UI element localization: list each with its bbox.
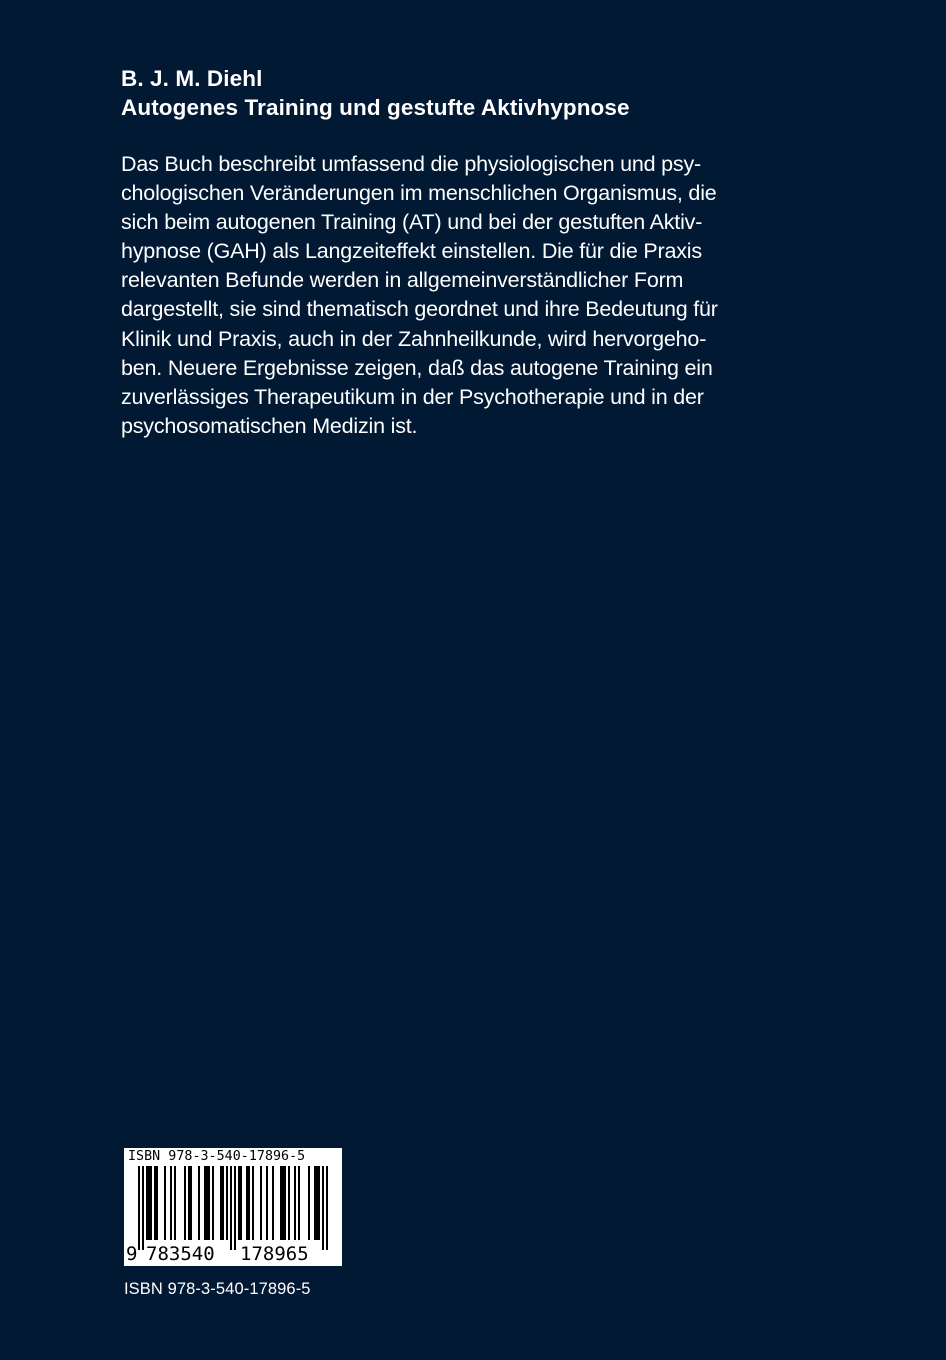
barcode-bar (142, 1166, 144, 1250)
blurb-line: dargestellt, sie sind thematisch geordnet und ihre Bedeutung für (121, 297, 718, 322)
barcode-isbn-label: ISBN 978-3-540-17896-5 (128, 1149, 306, 1164)
barcode-bar (190, 1166, 192, 1240)
barcode-bar (294, 1166, 296, 1240)
barcode-bar (322, 1166, 324, 1250)
barcode-bar (326, 1166, 328, 1250)
barcode-bar (208, 1166, 210, 1240)
barcode-bar (298, 1166, 300, 1240)
barcode-bar (252, 1166, 254, 1240)
blurb-line: zuverlässiges Therapeutikum in der Psychotherapie und in der (121, 384, 704, 409)
barcode-bar (204, 1166, 206, 1240)
barcode-bar (150, 1166, 152, 1240)
blurb-line: hypnose (GAH) als Langzeiteffekt einstellen. Die für die Praxis (121, 239, 702, 264)
barcode-bar (184, 1166, 186, 1240)
barcode-bar (282, 1166, 284, 1240)
barcode-bar (318, 1166, 320, 1240)
barcode-bars (124, 1166, 342, 1250)
barcode-bar (238, 1166, 240, 1240)
barcode (124, 1148, 342, 1266)
barcode-bar (284, 1166, 286, 1240)
barcode-first-digit: 9 (126, 1243, 138, 1265)
barcode-left-digits: 783540 (146, 1243, 215, 1265)
barcode-bar (308, 1166, 310, 1240)
barcode-bar (288, 1166, 290, 1240)
barcode-bar (206, 1166, 208, 1240)
blurb-line: Klinik und Praxis, auch in der Zahnheilkunde, wird hervorgeho- (121, 326, 707, 351)
book-header (121, 64, 841, 122)
barcode-bar (188, 1166, 190, 1240)
blurb-line: ben. Neuere Ergebnisse zeigen, daß das autogene Training ein (121, 355, 713, 380)
blurb-line: chologischen Veränderungen im menschlichen Organismus, die (121, 181, 717, 206)
barcode-bar (156, 1166, 158, 1240)
barcode-bar (146, 1166, 148, 1240)
barcode-bar (222, 1166, 224, 1240)
book-title: Autogenes Training und gestufte Aktivhypnose (121, 95, 630, 120)
barcode-bar (280, 1166, 282, 1240)
blurb-line: psychosomatischen Medizin ist. (121, 413, 418, 438)
blurb-line: sich beim autogenen Training (AT) und bei der gestuften Aktiv- (121, 210, 703, 235)
isbn-text: ISBN 978-3-540-17896-5 (124, 1280, 311, 1298)
barcode-bar (234, 1166, 236, 1250)
barcode-bar (226, 1166, 228, 1240)
barcode-bar (272, 1166, 274, 1240)
barcode-digits (124, 1244, 342, 1266)
author-name: B. J. M. Diehl (121, 66, 263, 91)
barcode-bar (164, 1166, 166, 1240)
book-blurb (121, 150, 841, 441)
barcode-bar (212, 1166, 214, 1240)
barcode-bar (170, 1166, 172, 1240)
blurb-line: relevanten Befunde werden in allgemeinverständlicher Form (121, 268, 684, 293)
barcode-bar (230, 1166, 232, 1250)
barcode-bar (220, 1166, 222, 1240)
barcode-bar (316, 1166, 318, 1240)
barcode-right-digits: 178965 (240, 1243, 309, 1265)
barcode-bar (314, 1166, 316, 1240)
barcode-bar (148, 1166, 150, 1240)
barcode-bar (266, 1166, 268, 1240)
barcode-bar (246, 1166, 248, 1240)
barcode-bar (240, 1166, 242, 1240)
barcode-bar (138, 1166, 140, 1250)
barcode-bar (154, 1166, 156, 1240)
barcode-bar (260, 1166, 262, 1240)
blurb-line: Das Buch beschreibt umfassend die physiologischen und psy- (121, 152, 701, 176)
barcode-bar (174, 1166, 176, 1240)
barcode-bar (198, 1166, 200, 1240)
barcode-bar (248, 1166, 250, 1240)
